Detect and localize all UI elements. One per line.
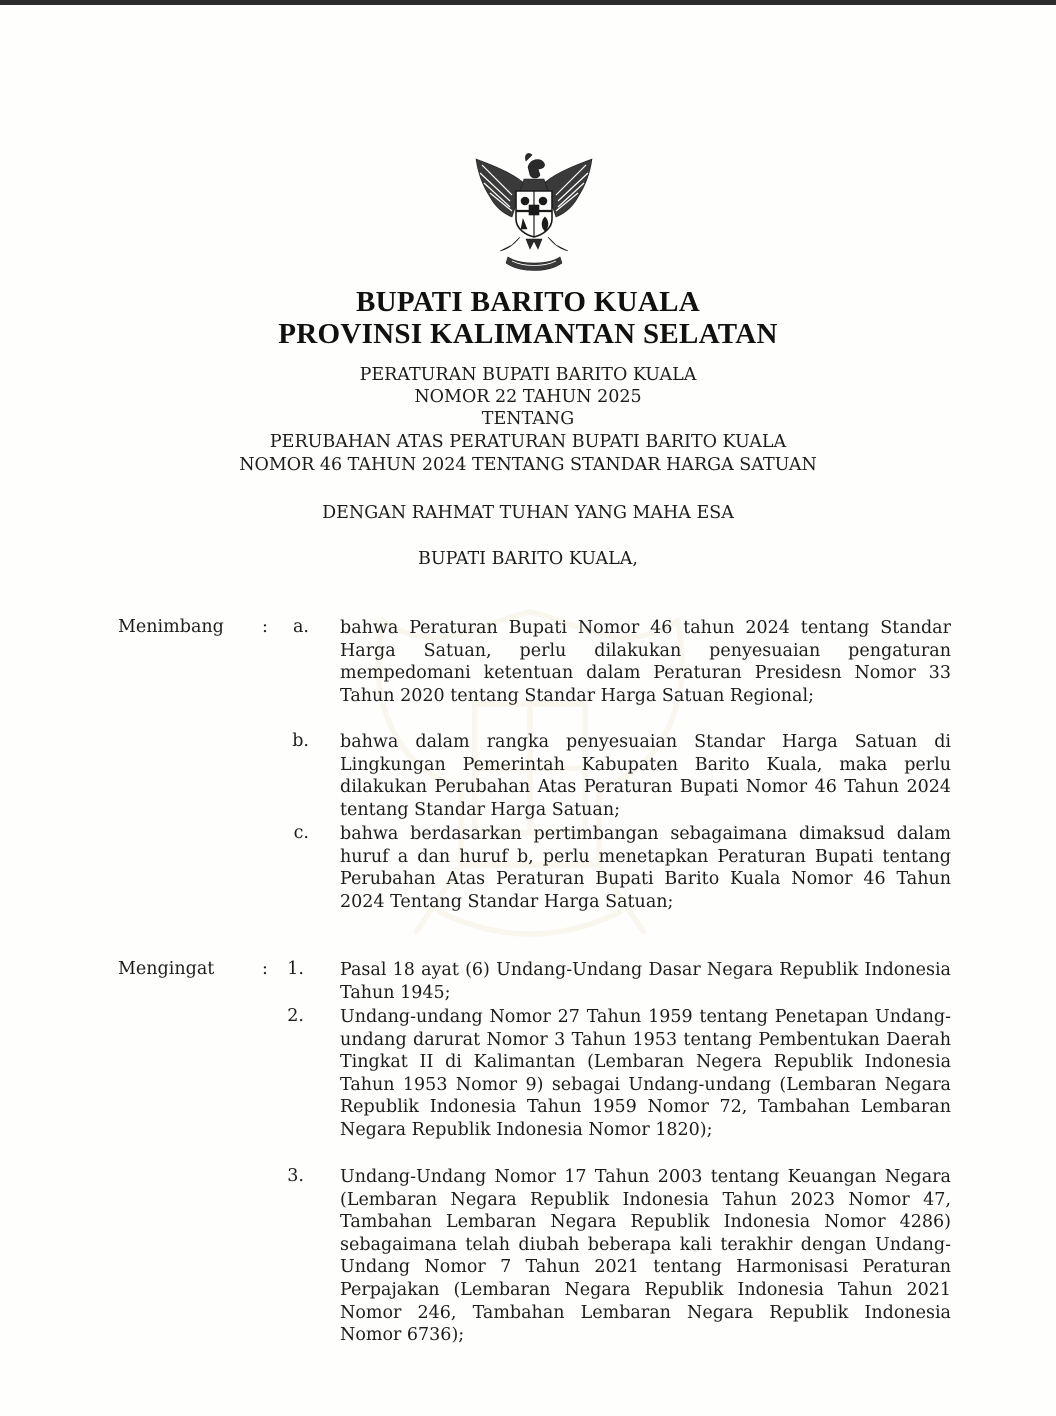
garuda-pancasila-emblem-icon: [468, 145, 600, 277]
regulation-subject-line-2: NOMOR 46 TAHUN 2024 TENTANG STANDAR HARGA SATUAN: [239, 455, 817, 475]
scan-top-edge: [0, 0, 1056, 5]
authority-line: BUPATI BARITO KUALA,: [418, 549, 638, 569]
regulation-title: PERATURAN BUPATI BARITO KUALA: [359, 365, 697, 385]
province-title: PROVINSI KALIMANTAN SELATAN: [278, 318, 778, 350]
menimbang-item-b: bahwa dalam rangka penyesuaian Standar Harga Satuan di Lingkungan Pemerintah Kabupaten Barito Kuala, maka perlu dilakukan Perubahan Atas Peraturan Bupati Nomor 46 Tahun 2024 tentang Standar Harga Satuan;: [340, 732, 951, 820]
mengingat-label: Mengingat: [118, 959, 215, 979]
office-title: BUPATI BARITO KUALA: [355, 286, 701, 318]
mengingat-marker-2: 2.: [287, 1006, 304, 1026]
menimbang-label: Menimbang: [118, 617, 224, 637]
mengingat-item-3: Undang-Undang Nomor 17 Tahun 2003 tentang Keuangan Negara (Lembaran Negara Republik Indonesia Tahun 2023 Nomor 47, Tambahan Lembaran Negara Republik Indonesia Nomor 4286) sebagaimana telah diubah beberapa kali terakhir dengan Undang-Undang Nomor 7 Tahun 2021 tentang Harmonisasi Peraturan Perpajakan (Lembaran Negara Republik Indonesia Tahun 2021 Nomor 246, Tambahan Lembaran Negara Republik Indonesia Nomor 6736);: [340, 1167, 951, 1346]
menimbang-marker-b: b.: [292, 731, 309, 751]
menimbang-item-c: bahwa berdasarkan pertimbangan sebagaimana dimaksud dalam huruf a dan huruf b, perlu menetapkan Peraturan Bupati tentang Perubahan Atas Peraturan Bupati Barito Kuala Nomor 46 Tahun 2024 Tentang Standar Harga Satuan;: [340, 824, 951, 912]
regulation-number: NOMOR 22 TAHUN 2025: [414, 387, 642, 407]
blessing-line: DENGAN RAHMAT TUHAN YANG MAHA ESA: [322, 503, 734, 523]
mengingat-item-1: Pasal 18 ayat (6) Undang-Undang Dasar Negara Republik Indonesia Tahun 1945;: [340, 960, 951, 1003]
mengingat-marker-1: 1.: [287, 959, 304, 979]
mengingat-colon: :: [262, 959, 268, 979]
mengingat-item-2: Undang-undang Nomor 27 Tahun 1959 tentang Penetapan Undang-undang darurat Nomor 3 Tahun 1953 tentang Pembentukan Daerah Tingkat II di Kalimantan (Lembaran Negera Republik Indonesia Tahun 1953 Nomor 9) sebagai Undang-undang (Lembaran Negara Republik Indonesia Tahun 1959 Nomor 72, Tambahan Lembaran Negara Republik Indonesia Nomor 1820);: [340, 1007, 951, 1140]
mengingat-marker-3: 3.: [287, 1166, 304, 1186]
menimbang-marker-a: a.: [293, 617, 309, 637]
regulation-subject-line-1: PERUBAHAN ATAS PERATURAN BUPATI BARITO KUALA: [269, 432, 787, 452]
menimbang-marker-c: c.: [293, 823, 309, 843]
menimbang-item-a: bahwa Peraturan Bupati Nomor 46 tahun 2024 tentang Standar Harga Satuan, perlu dilakukan penyesuaian pengaturan mempedomani ketentuan dalam Peraturan Presidesn Nomor 33 Tahun 2020 tentang Standar Harga Satuan Regional;: [340, 618, 951, 706]
menimbang-colon: :: [262, 617, 268, 637]
regulation-about: TENTANG: [481, 409, 575, 429]
